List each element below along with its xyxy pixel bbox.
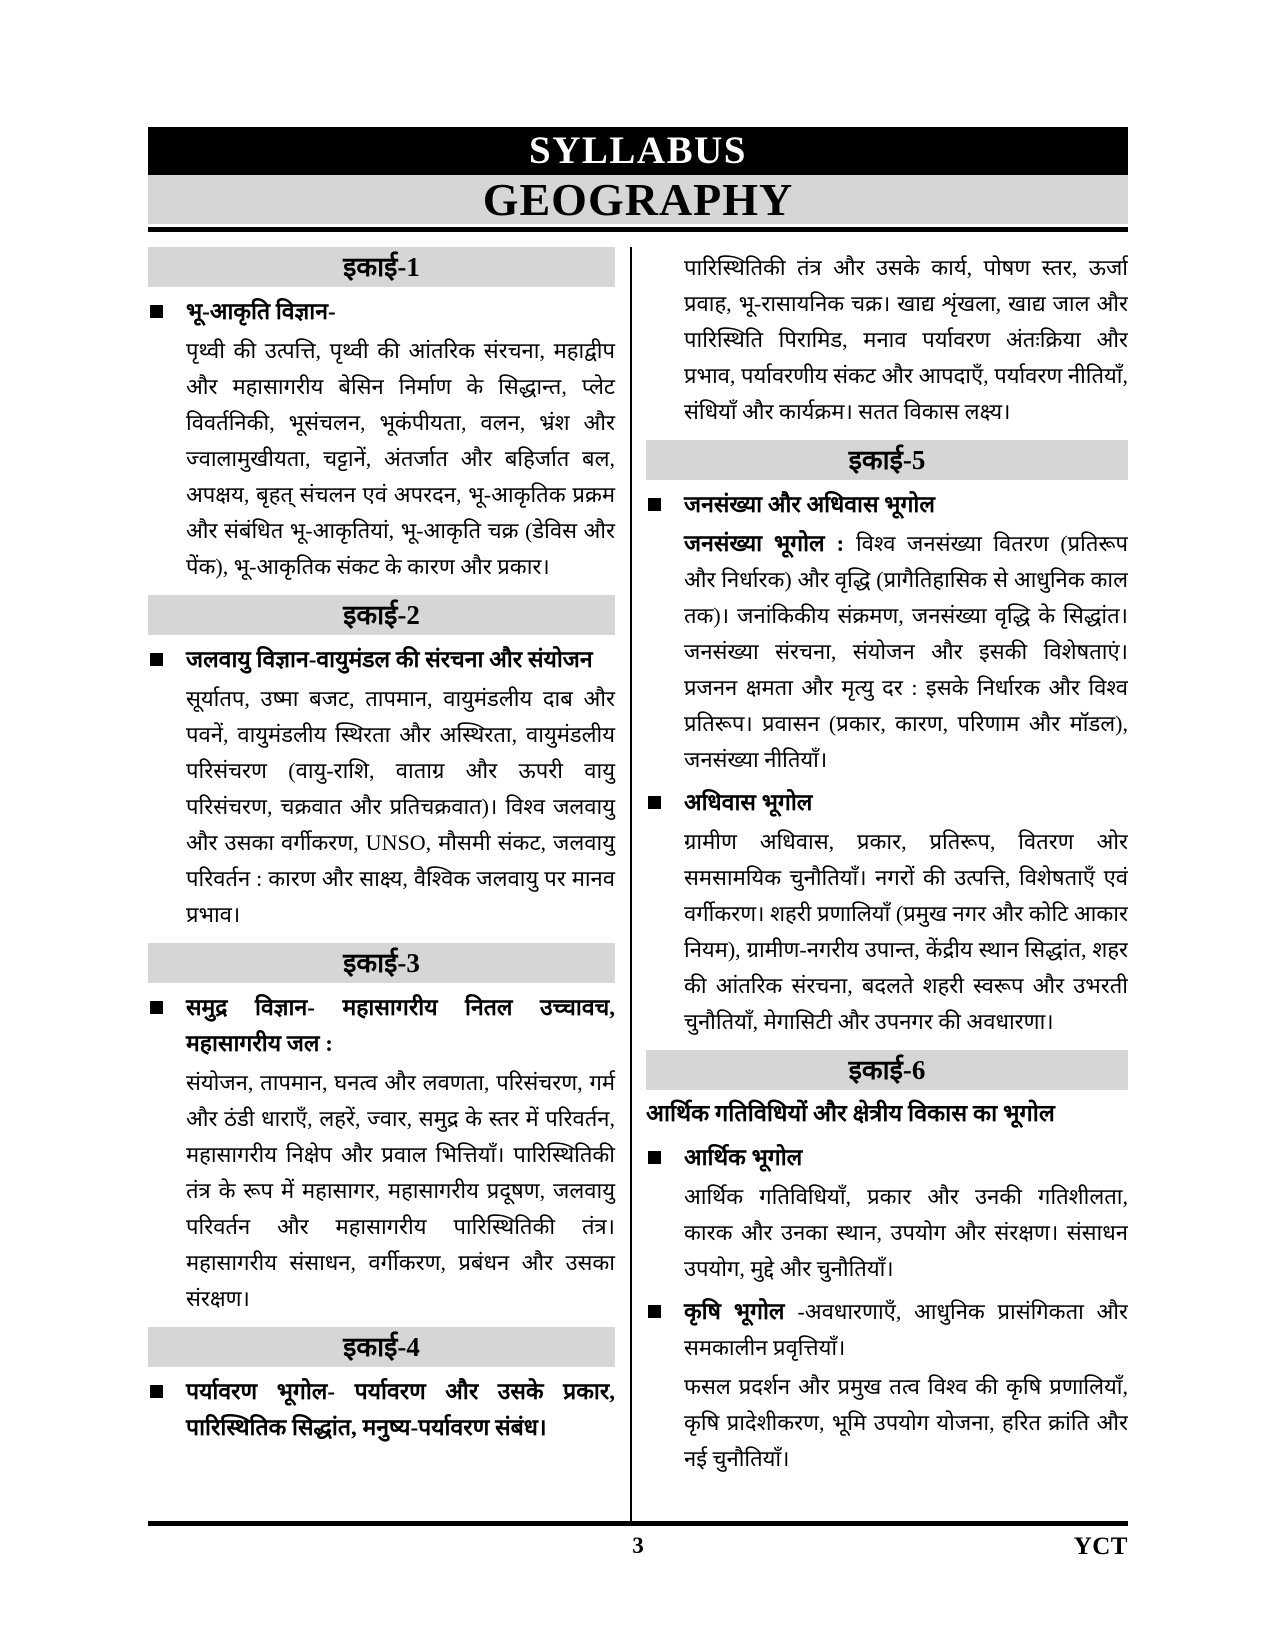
page-number: 3 <box>632 1533 644 1558</box>
unit-header: इकाई-4 <box>148 1327 615 1367</box>
header-rule <box>148 227 1128 232</box>
unit-header: इकाई-3 <box>148 943 615 983</box>
topic-item <box>148 1374 615 1446</box>
syllabus-paragraph: फसल प्रदर्शन और प्रमुख तत्व विश्व की कृषि प्रणालियाँ, कृषि प्रादेशीकरण, भूमि उपयोग योजना, हरित क्रांति और नई चुनौतियाँ। <box>684 1374 1128 1471</box>
square-bullet-icon <box>648 1151 661 1164</box>
topic-title: जलवायु विज्ञान-वायुमंडल की संरचना और संयोजन <box>186 647 593 672</box>
topic-item <box>148 642 615 678</box>
topic-item <box>646 1294 1128 1366</box>
page-footer <box>148 1521 1128 1570</box>
square-bullet-icon <box>648 498 661 511</box>
syllabus-paragraph: जनसंख्या भूगोल : विश्व जनसंख्या वितरण (प्रतिरूप और निर्धारक) और वृद्धि (प्रागैतिहासिक से आधुनिक काल तक)। जनांकिकीय संक्रमण, जनसंख्या वृद्धि के सिद्धांत। जनसंख्या संरचना, संयोजन और इसकी विशेषताएं। प्रजनन क्षमता और मृत्यु दर : इसके निर्धारक और विश्व प्रतिरूप। प्रवासन (प्रकार, कारण, परिणाम और मॉडल), जनसंख्या नीतियाँ। <box>684 531 1128 772</box>
syllabus-paragraph: सूर्यातप, उष्मा बजट, तापमान, वायुमंडलीय दाब और पवनें, वायुमंडलीय स्थिरता और अस्थिरता, वायुमंडलीय परिसंचरण (वायु-राशि, वाताग्र और ऊपरी वायु परिसंचरण, चक्रवात और प्रतिचक्रवात)। विश्व जलवायु और उसका वर्गीकरण, UNSO, मौसमी संकट, जलवायु परिवर्तन : कारण और साक्ष्य, वैश्विक जलवायु पर मानव प्रभाव। <box>186 686 615 927</box>
square-bullet-icon <box>150 1385 163 1398</box>
column-divider <box>630 247 632 1521</box>
syllabus-paragraph: पारिस्थितिकी तंत्र और उसके कार्य, पोषण स्तर, ऊर्जा प्रवाह, भू-रासायनिक चक्र। खाद्य शृंखला, खाद्य जाल और पारिस्थिति पिरामिड, मनाव पर्यावरण अंतःक्रिया और प्रभाव, पर्यावरणीय संकट और आपदाएँ, पर्यावरण नीतियाँ, संधियाँ और कार्यक्रम। सतत विकास लक्ष्य। <box>684 255 1128 424</box>
topic-item <box>646 785 1128 821</box>
syllabus-banner: SYLLABUS <box>148 127 1128 175</box>
unit-header: इकाई-5 <box>646 440 1128 480</box>
topic-title: कृषि भूगोल -अवधारणाएँ, आधुनिक प्रासंगिकता और समकालीन प्रवृत्तियाँ। <box>684 1299 1128 1360</box>
unit-header: इकाई-2 <box>148 595 615 635</box>
syllabus-columns <box>148 247 1128 1521</box>
topic-title: आर्थिक भूगोल <box>684 1145 803 1170</box>
syllabus-paragraph: ग्रामीण अधिवास, प्रकार, प्रतिरूप, वितरण ओर समसामयिक चुनौतियाँ। नगरों की उत्पत्ति, विशेषताएँ एवं वर्गीकरण। शहरी प्रणालियाँ (प्रमुख नगर और कोटि आकार नियम), ग्रामीण-नगरीय उपान्त, केंद्रीय स्थान सिद्धांत, शहर की आंतरिक संरचना, बदलते शहरी स्वरूप और उभरती चुनौतियाँ, मेगासिटी और उपनगर की अवधारणा। <box>684 829 1128 1034</box>
subject-title: GEOGRAPHY <box>148 175 1128 224</box>
square-bullet-icon <box>150 305 163 318</box>
publisher-brand: YCT <box>1073 1533 1128 1560</box>
topic-title: अधिवास भूगोल <box>684 790 813 815</box>
topic-item <box>646 487 1128 523</box>
topic-item <box>148 294 615 330</box>
syllabus-paragraph: आर्थिक गतिविधियाँ, प्रकार और उनकी गतिशीलता, कारक और उनका स्थान, उपयोग और संरक्षण। संसाधन उपयोग, मुद्दे और चुनौतियाँ। <box>684 1184 1128 1281</box>
right-column <box>646 247 1128 1521</box>
square-bullet-icon <box>150 653 163 666</box>
topic-title: जनसंख्या और अधिवास भूगोल <box>684 492 935 517</box>
square-bullet-icon <box>648 1305 661 1318</box>
topic-item <box>646 1140 1128 1176</box>
section-lead: आर्थिक गतिविधियों और क्षेत्रीय विकास का भूगोल <box>646 1101 1055 1127</box>
paragraph-lead-label: जनसंख्या भूगोल : <box>684 531 856 556</box>
syllabus-paragraph: पृथ्वी की उत्पत्ति, पृथ्वी की आंतरिक संरचना, महाद्वीप और महासागरीय बेसिन निर्माण के सिद्धान्त, प्लेट विवर्तनिकी, भूसंचलन, भूकंपीयता, वलन, भ्रंश और ज्वालामुखीयता, चट्टानें, अंतर्जात और बहिर्जात बल, अपक्षय, बृहत् संचलन एवं अपरदन, भू-आकृतिक प्रक्रम और संबंधित भू-आकृतियां, भू-आकृति चक्र (डेविस और पेंक), भू-आकृतिक संकट के कारण और प्रकार। <box>186 338 615 579</box>
topic-title: समुद्र विज्ञान- महासागरीय नितल उच्चावच, महासागरीय जल : <box>186 995 615 1056</box>
page-header <box>148 127 1128 232</box>
topic-title: पर्यावरण भूगोल- पर्यावरण और उसके प्रकार, पारिस्थितिक सिद्धांत, मनुष्य-पर्यावरण संबंध। <box>186 1379 615 1440</box>
unit-header: इकाई-6 <box>646 1050 1128 1090</box>
unit-header: इकाई-1 <box>148 247 615 287</box>
square-bullet-icon <box>150 1001 163 1014</box>
footer-row <box>148 1526 1128 1570</box>
topic-description: -अवधारणाएँ, आधुनिक प्रासंगिकता और समकालीन प्रवृत्तियाँ। <box>684 1299 1128 1360</box>
topic-item <box>148 990 615 1062</box>
topic-title: भू-आकृति विज्ञान- <box>186 299 336 324</box>
square-bullet-icon <box>648 796 661 809</box>
syllabus-paragraph: संयोजन, तापमान, घनत्व और लवणता, परिसंचरण, गर्म और ठंडी धाराएँ, लहरें, ज्वार, समुद्र के स्तर में परिवर्तन, महासागरीय निक्षेप और प्रवाल भित्तियाँ। पारिस्थितिकी तंत्र के रूप में महासागर, महासागरीय प्रदूषण, जलवायु परिवर्तन और महासागरीय पारिस्थितिकी तंत्र। महासागरीय संसाधन, वर्गीकरण, प्रबंधन और उसका संरक्षण। <box>186 1070 615 1311</box>
left-column <box>148 247 615 1521</box>
